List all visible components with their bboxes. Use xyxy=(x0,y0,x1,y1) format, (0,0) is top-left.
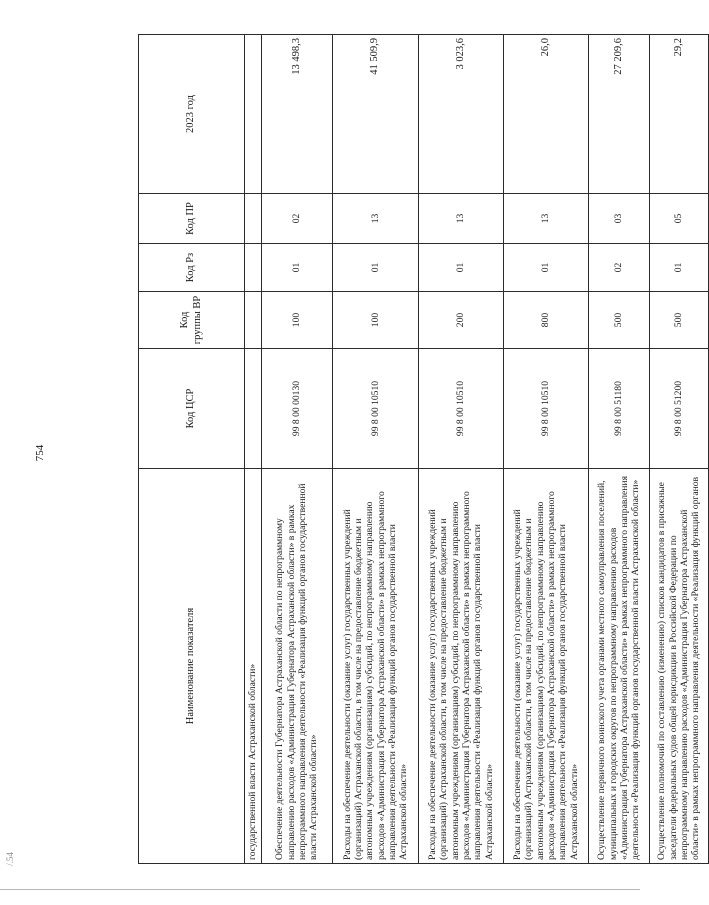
header-rz: Код Рз xyxy=(139,244,245,292)
cell-name: Расходы на обеспечение деятельности (оказание услуг) государственных учреждений (организаций) Астраханской области, в том числе на предоставление бюджетным и автономным учреждениям (организациям) субсидий, по непрограммному направлению расходов «Администрация Губернатора Астраханской области» в рамках непрограммного направления деятельности «Реализация функций органов государственной власти Астраханской области» xyxy=(419,469,504,864)
cell-pr: 13 xyxy=(504,194,589,244)
table-row xyxy=(650,35,709,864)
cell-csr: 99 8 00 00130 xyxy=(262,349,333,469)
cell-amount: 26,0 xyxy=(504,35,589,194)
cell-vr: 500 xyxy=(589,292,650,349)
table-row xyxy=(262,35,333,864)
table-container xyxy=(138,35,702,864)
cell-pr: 13 xyxy=(419,194,504,244)
header-pr: Код ПР xyxy=(139,194,245,244)
cell-name: Расходы на обеспечение деятельности (оказание услуг) государственных учреждений (организаций) Астраханской области, в том числе на предоставление бюджетным и автономным учреждениям (организациям) субсидий, по непрограммному направлению расходов «Администрация Губернатора Астраханской области» в рамках непрограммного направления деятельности «Реализация функций органов государственной власти Астраханской области» xyxy=(504,469,589,864)
cell-amount: 3 023,6 xyxy=(419,35,504,194)
cell-pr: 03 xyxy=(589,194,650,244)
page-number: 754 xyxy=(34,444,46,462)
cell-csr: 99 8 00 51180 xyxy=(589,349,650,469)
cell-name: Осуществление первичного воинского учета органами местного самоуправления поселений, муниципальных и городских округов по непрограммному направлению расходов «Администрация Губернатора Астраханской области» в рамках непрограммного направления деятельности «Реализация функций органов государственной власти Астраханской области» xyxy=(589,469,650,864)
cell-pr: 05 xyxy=(650,194,709,244)
cell-rz: 01 xyxy=(333,244,419,292)
cell-name: Осуществление полномочий по составлению (изменению) списков кандидатов в присяжные заседатели федеральных судов общей юрисдикции в Российской Федерации по непрограммному направлению расходов «Администрация Губернатора Астраханской области» в рамках непрограммного направления деятельности «Реализация функций органов xyxy=(650,469,709,864)
header-amount: 2023 год xyxy=(139,35,245,194)
header-csr: Код ЦСР xyxy=(139,349,245,469)
cell-name: Обеспечение деятельности Губернатора Астраханской области по непрограммному направлению расходов «Администрация Губернатора Астраханской области» в рамках непрограммного направления деятельности «Реализация функций органов государственной власти Астраханской области» xyxy=(262,469,333,864)
cell-vr: 200 xyxy=(419,292,504,349)
cell-name: Расходы на обеспечение деятельности (оказание услуг) государственных учреждений (организаций) Астраханской области, в том числе на предоставление бюджетным и автономным учреждениям (организациям) субсидий, по непрограммному направлению расходов «Администрация Губернатора Астраханской области» в рамках непрограммного направления деятельности «Реализация функций органов государственной власти Астраханской области» xyxy=(333,469,419,864)
cell-vr: 500 xyxy=(650,292,709,349)
scan-edge-line xyxy=(0,889,640,890)
table-row-continuation xyxy=(245,35,262,864)
cell-amount: 29,2 xyxy=(650,35,709,194)
table-row xyxy=(504,35,589,864)
cell-amount: 13 498,3 xyxy=(262,35,333,194)
cell-csr: 99 8 00 10510 xyxy=(419,349,504,469)
cell-rz: 01 xyxy=(650,244,709,292)
table-row xyxy=(333,35,419,864)
cell-rz: 01 xyxy=(504,244,589,292)
cell-vr: 800 xyxy=(504,292,589,349)
header-name: Наименование показателя xyxy=(139,469,245,864)
cell-amount: 27 209,6 xyxy=(589,35,650,194)
cell-csr: 99 8 00 10510 xyxy=(333,349,419,469)
cell-pr: 13 xyxy=(333,194,419,244)
cell-rz: 01 xyxy=(419,244,504,292)
header-vr: Код группы ВР xyxy=(139,292,245,349)
budget-table xyxy=(138,34,709,864)
cell-vr: 100 xyxy=(333,292,419,349)
table-header-row xyxy=(139,35,245,864)
cell-amount: 41 509,9 xyxy=(333,35,419,194)
cell-csr: 99 8 00 51200 xyxy=(650,349,709,469)
table-row xyxy=(419,35,504,864)
table-row xyxy=(589,35,650,864)
margin-mark: /.54 xyxy=(5,852,15,866)
cell-rz: 02 xyxy=(589,244,650,292)
cell-vr: 100 xyxy=(262,292,333,349)
cell-pr: 02 xyxy=(262,194,333,244)
cell-csr: 99 8 00 10510 xyxy=(504,349,589,469)
cell-rz: 01 xyxy=(262,244,333,292)
continuation-text: государственной власти Астраханской области» xyxy=(245,469,262,864)
